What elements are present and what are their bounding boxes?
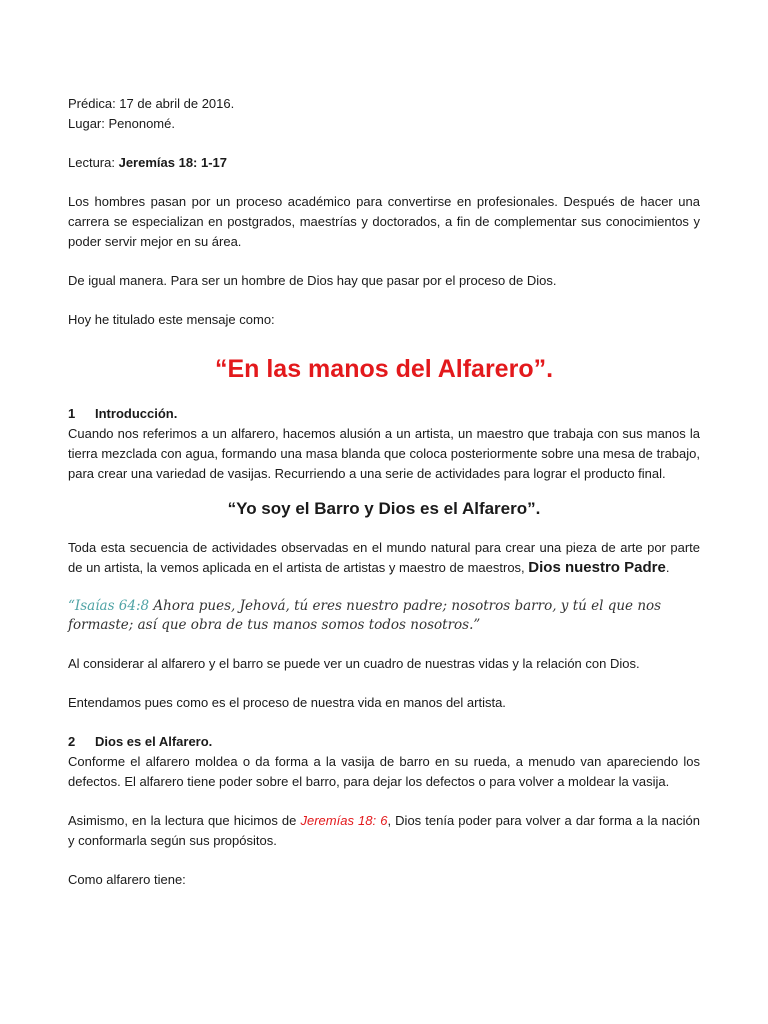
- section-2-text: Conforme el alfarero moldea o da forma a la vasija de barro en su rueda, a menudo van apareciendo los defectos. El alfarero tiene poder sobre el barro, para dejar los defectos o para volver a moldear la vasija.: [68, 754, 700, 789]
- secuencia-text: Toda esta secuencia de actividades observadas en el mundo natural para crear una pieza de arte por parte de un artista, la vemos aplicada en el artista de artistas y maestro de maestros,: [68, 540, 700, 575]
- section-1-heading: [68, 404, 700, 424]
- paragraph-igual: De igual manera. Para ser un hombre de Dios hay que pasar por el proceso de Dios.: [68, 273, 557, 288]
- paragraph-hombres: Los hombres pasan por un proceso académico para convertirse en profesionales. Después de hacer una carrera se especializan en postgrados, maestrías y doctorados, a fin de complementar sus conocimientos y poder servir mejor en su área.: [68, 194, 700, 249]
- section-2-title: Dios es el Alfarero.: [95, 734, 213, 749]
- section-2-heading: [68, 732, 700, 752]
- paragraph-secuencia: [68, 538, 700, 578]
- document-page: [68, 94, 700, 890]
- main-title: “En las manos del Alfarero”.: [214, 355, 554, 383]
- bible-quote: [68, 597, 700, 635]
- section-1-title: Introducción.: [95, 406, 178, 421]
- paragraph-entendamos: Entendamos pues como es el proceso de nuestra vida en manos del artista.: [68, 695, 506, 710]
- quote-text: Ahora pues, Jehová, tú eres nuestro padre; nosotros barro, y tú el que nos formaste; así que obra de tus manos somos todos nosotros.”: [68, 598, 662, 633]
- paragraph-titulado: Hoy he titulado este mensaje como:: [68, 312, 275, 327]
- paragraph-considerar: Al considerar al alfarero y el barro se puede ver un cuadro de nuestras vidas y la relación con Dios.: [68, 656, 640, 671]
- lectura-reference: Jeremías 18: 1-17: [118, 155, 228, 170]
- secuencia-end: .: [665, 560, 670, 575]
- lectura-line: [68, 153, 700, 173]
- section-1-text: Cuando nos referimos a un alfarero, hacemos alusión a un artista, un maestro que trabaja con sus manos la tierra mezclada con agua, formando una masa blanda que coloca posteriormente sobre una mesa de trabajo, para crear una variedad de vasijas. Recurriendo a una serie de actividades para lograr el producto final.: [68, 426, 700, 481]
- secuencia-bold: Dios nuestro Padre: [528, 559, 666, 576]
- asimismo-reference: Jeremías 18: 6: [300, 813, 388, 828]
- paragraph-como: Como alfarero tiene:: [68, 872, 186, 887]
- section-1-number: 1: [68, 406, 76, 421]
- sub-title: “Yo soy el Barro y Dios es el Alfarero”.: [227, 499, 541, 518]
- predica-date: Prédica: 17 de abril de 2016.: [68, 96, 235, 111]
- quote-reference: “Isaías 64:8: [68, 598, 150, 614]
- paragraph-asimismo: [68, 811, 700, 851]
- section-2-number: 2: [68, 734, 76, 749]
- asimismo-text-a: Asimismo, en la lectura que hicimos de: [68, 813, 301, 828]
- lectura-label: Lectura:: [68, 155, 119, 170]
- lugar-place: Lugar: Penonomé.: [68, 116, 175, 131]
- asimismo-text-b: , Dios tenía poder para volver a dar forma a la nación y conformarla según sus propósitos.: [68, 813, 700, 848]
